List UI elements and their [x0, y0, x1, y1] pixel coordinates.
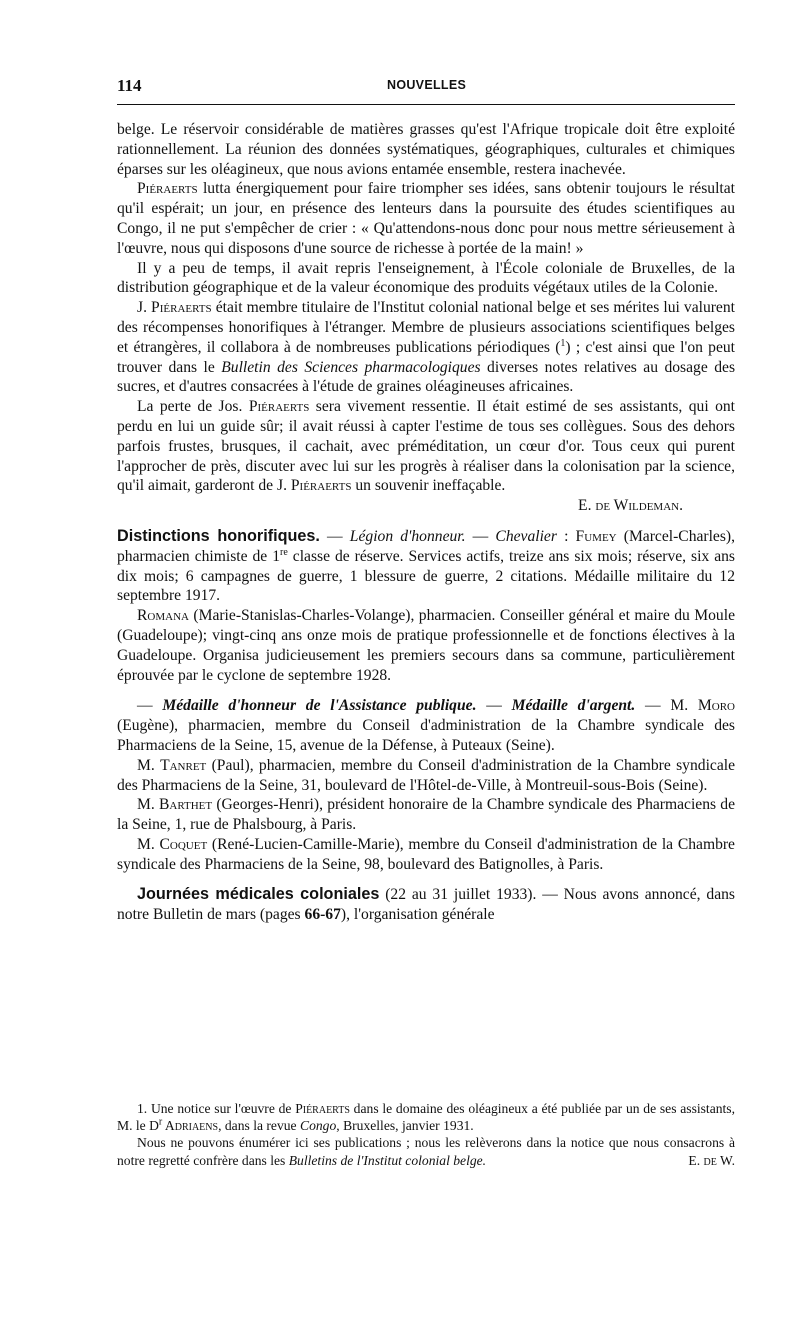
distinctions-paragraph [117, 527, 735, 606]
paragraph-text: (Paul), pharmacien, membre du Conseil d'administration de la Chambre syndicale des Pharmaciens de la Seine, 31, boulevard de l'Hôtel-de-Ville, à Montreuil-sous-Bois (Seine). [117, 756, 735, 794]
person-name: Coquet [159, 835, 208, 853]
paragraph-text: (Marcel-Charles), pharmacien chimiste de 1 [117, 527, 736, 565]
signature-name: de Wildeman. [595, 497, 683, 515]
paragraph-text: J. [137, 299, 152, 317]
subheading: Médaille d'argent. [511, 697, 636, 715]
title-prefix: M. [137, 756, 161, 774]
dash: — [137, 697, 163, 715]
paragraph-text: (22 au 31 juillet 1933). — Nous avons annoncé, dans notre Bulletin de mars (pages [117, 886, 735, 924]
paragraph-1 [117, 120, 735, 179]
running-head: NOUVELLES [387, 78, 467, 92]
barthet-paragraph [117, 795, 735, 835]
paragraph-text: La perte de Jos. [137, 398, 249, 416]
paragraph-text: (Marie-Stanislas-Charles-Volange), pharmacien. Conseiller général et maire du Moule (Guadeloupe); vingt-cinq ans onze mois de pratique professionnelle et de fonctions électives à la Guadeloupe. Organisa judicieusement les premiers secours dans sa commune, particulièrement éprouvée par le cyclone de septembre 1928. [117, 607, 735, 684]
dash: — [319, 527, 350, 545]
paragraph-text: un souvenir ineffaçable. [351, 477, 506, 495]
footnote-ref: 1 [560, 337, 566, 349]
page-number: 114 [117, 76, 142, 95]
title-prefix: M. [137, 796, 159, 814]
signature-particle: de [703, 1152, 717, 1168]
signature-initial: E. [688, 1152, 704, 1168]
subheading: Médaille d'honneur de l'Assistance publique. [162, 697, 477, 715]
journal-title: Congo [300, 1118, 337, 1134]
dash: — [476, 697, 512, 715]
person-name: Romana [137, 607, 189, 625]
signature [117, 496, 735, 516]
paragraph-text: ), l'organisation générale [340, 906, 495, 924]
paragraph-text: lutta énergiquement pour faire triompher ses idées, sans obtenir toujours le résultat qu'il espérait; un jour, en présence des lenteurs dans la poursuite des études scientifiques au Congo, il ne put s'empêcher de crier : « Qu'attendons-nous donc pour nous mettre sérieusement à l'œuvre, nous qui disposons d'une source de richesse à portée de la main! » [117, 180, 735, 257]
person-name: Piéraerts [137, 180, 198, 198]
person-name: Fumey [575, 527, 617, 545]
footnote-text: 1. Une notice sur l'œuvre de [137, 1101, 296, 1116]
superscript: re [280, 546, 288, 558]
person-name: Piéraerts [290, 477, 352, 495]
colon: : [556, 527, 576, 545]
person-name: Barthet [158, 796, 213, 814]
paragraph-text: (René-Lucien-Camille-Marie), membre du Conseil d'administration de la Chambre syndicale des Pharmaciens de la Seine, 98, boulevard des Batignolles, à Paris. [117, 835, 735, 873]
superscript: r [158, 1116, 163, 1128]
journees-paragraph [117, 885, 735, 925]
title-prefix: M. [660, 697, 698, 715]
signature-initial: E. [578, 497, 596, 515]
dash: — [465, 527, 496, 545]
section-gap [117, 874, 735, 885]
person-name: Adriaens [162, 1118, 219, 1134]
person-name: Piéraerts [151, 299, 212, 317]
page-header [117, 76, 735, 98]
paragraph-text: Il y a peu de temps, il avait repris l'enseignement, à l'École coloniale de Bruxelles, de la distribution géographique et de la valeur économique des produits végétaux utiles de la Colonie. [117, 259, 735, 297]
coquet-paragraph [117, 835, 735, 875]
journal-title: Bulletins de l'Institut colonial belge. [288, 1152, 487, 1168]
footnote-signature [668, 1152, 735, 1169]
tanret-paragraph [117, 756, 735, 796]
footnote-text: , dans la revue [218, 1118, 300, 1134]
person-name: Piéraerts [248, 398, 310, 416]
paragraph-text: (Eugène), pharmacien, membre du Conseil d'administration de la Chambre syndicale des Pharmaciens de la Seine, 15, avenue de la Défense, à Puteaux (Seine). [117, 717, 735, 754]
person-name: Moro [697, 697, 735, 715]
paragraph-text: (Georges-Henri), président honoraire de la Chambre syndicale des Pharmaciens de la Seine, 1, rue de Phalsbourg, à Paris. [117, 796, 735, 834]
page-reference: 66-67 [304, 906, 341, 924]
section-gap [117, 685, 735, 696]
paragraph-text: sera vivement ressentie. Il était estimé de ses assistants, qui ont perdu en lui un guide sûr; il avait réussi à capter l'estime de tous ses collègues. Sous des dehors parfois frustes, brusques, il cachait, avec préméditation, un cœur d'or. Tous ceux qui purent l'approcher de près, discuter avec lui sur les progrès à réaliser dans la colonisation par la science, qu'il aimait, garderont de J. [117, 398, 735, 495]
footnote-1 [117, 1100, 735, 1134]
dash: — [635, 697, 661, 715]
paragraph-5 [117, 397, 735, 496]
assistance-paragraph [117, 696, 735, 755]
paragraph-text: classe de réserve. Services actifs, treize ans six mois; réserve, six ans dix mois; 6 campagnes de guerre, 1 blessure de guerre, 2 citations. Médaille militaire du 12 septembre 1917. [117, 547, 735, 605]
section-title: Journées médicales coloniales [137, 885, 380, 904]
section-gap [117, 516, 735, 527]
footnotes [117, 1100, 735, 1169]
paragraph-text: diverses notes relatives au dosage des sucres, et d'autres consacrées à l'étude de graines oléagineuses africaines. [117, 358, 736, 396]
section-title: Distinctions honorifiques. [117, 526, 320, 545]
journal-title: Bulletin des Sciences pharmacologiques [221, 358, 481, 376]
paragraph-text: ) ; c'est ainsi que l'on peut trouver dans le [117, 338, 735, 376]
paragraph-2 [117, 179, 735, 258]
paragraph-3 [117, 259, 735, 299]
header-rule [117, 104, 735, 105]
main-text [117, 120, 735, 925]
person-name: Piéraerts [295, 1101, 350, 1116]
signature-initial: W. [716, 1152, 735, 1168]
romana-paragraph [117, 606, 735, 685]
footnote-text: dans le domaine des oléagineux a été publiée par un de ses assistants, M. le D [117, 1101, 735, 1134]
title-prefix: M. [137, 835, 160, 853]
paragraph-text: belge. Le réservoir considérable de matières grasses qu'est l'Afrique tropicale doit être exploité rationnellement. La réunion des données systématiques, géographiques, culturales et chimiques éparses sur les oléagineux, que nous avions entamée ensemble, restera inachevée. [117, 121, 735, 178]
paragraph-4 [117, 298, 735, 397]
paragraph-text: était membre titulaire de l'Institut colonial national belge et ses mérites lui valurent des récompenses honorifiques à l'étranger. Membre de plusieurs associations scientifiques belges et étrangères, il collabora à de nombreuses publications périodiques ( [117, 299, 735, 356]
footnote-2 [117, 1134, 735, 1168]
subheading: Légion d'honneur. [349, 527, 466, 545]
person-name: Tanret [160, 756, 207, 774]
subheading: Chevalier [495, 527, 557, 545]
footnote-text: Nous ne pouvons énumérer ici ses publications ; nous les relèverons dans la notice que nous consacrons à notre regretté confrère dans les [117, 1135, 735, 1168]
footnote-text: , Bruxelles, janvier 1931. [336, 1118, 474, 1134]
